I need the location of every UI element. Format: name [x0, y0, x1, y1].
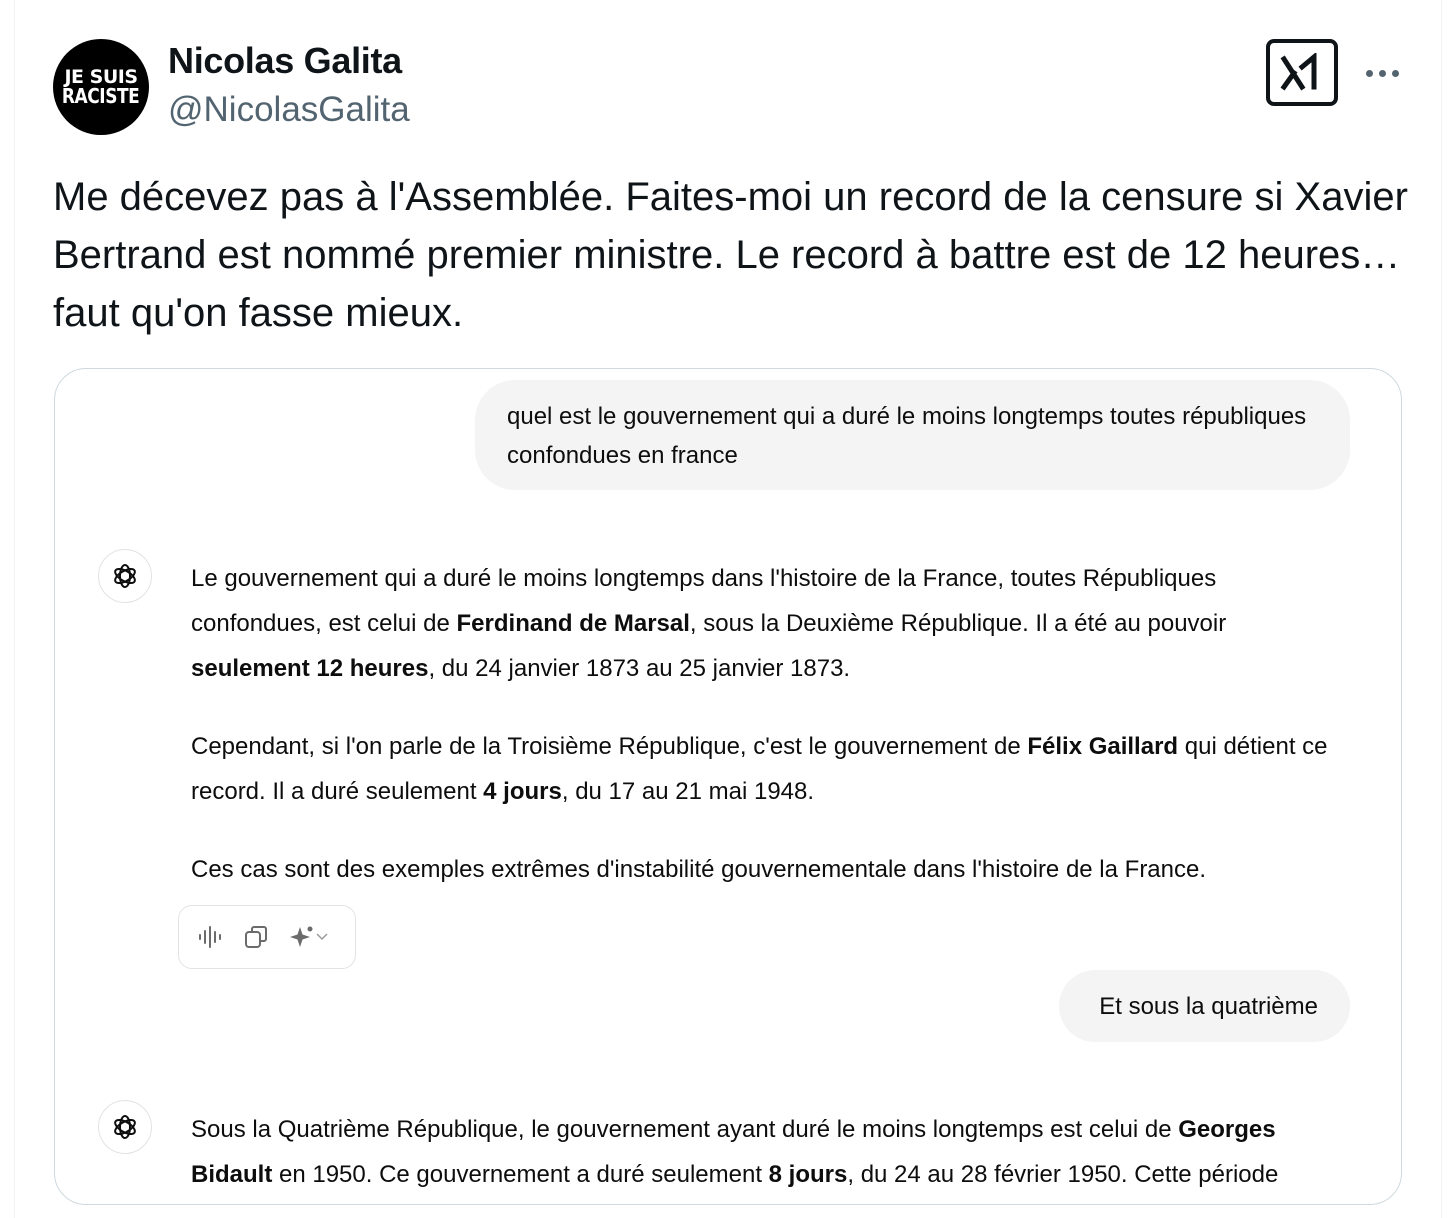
avatar-text-line1: JE SUIS — [64, 66, 138, 89]
response-text: , du 24 au 28 février 1950. Cette période — [847, 1161, 1279, 1188]
chatgpt-avatar — [98, 549, 152, 603]
response-text: , du 24 janvier 1873 au 25 janvier 1873. — [428, 655, 851, 682]
more-icon — [1366, 70, 1373, 77]
copy-button[interactable] — [243, 924, 269, 950]
user-message-bubble-2 — [1059, 970, 1350, 1042]
user-message-text-2: Et sous la quatrième — [1099, 993, 1318, 1020]
response-bold-text: Ferdinand de Marsal — [456, 610, 690, 637]
tweet-text: Me décevez pas à l'Assemblée. Faites-moi un record de la censure si Xavier Bertrand est nommé premier ministre. Le record à battre est de 12 heures… faut qu'on fasse mieux. — [53, 175, 1408, 335]
grok-button[interactable] — [1266, 39, 1338, 106]
user-message-bubble — [475, 380, 1350, 490]
response-bold-text: Félix Gaillard — [1027, 733, 1179, 760]
chatgpt-avatar-2 — [98, 1100, 152, 1154]
grok-icon — [1280, 53, 1324, 93]
response-paragraph-1 — [191, 556, 1351, 691]
more-icon-dot — [1379, 70, 1386, 77]
more-icon-dot — [1392, 70, 1399, 77]
sparkle-icon — [289, 924, 315, 950]
avatar-text-line2: RACISTE — [62, 83, 140, 108]
assistant-response-1 — [191, 556, 1351, 925]
assistant-response-2 — [191, 1107, 1351, 1205]
response-text: Le gouvernement qui a duré le moins longtemps dans l'histoire de la France, toutes Républiques confondues, est celui de — [191, 565, 1217, 637]
response-text: Sous la Quatrième République, le gouvernement ayant duré le moins longtemps est celui de — [191, 1116, 1179, 1143]
chevron-down-icon — [315, 932, 329, 942]
response-bold-text: 4 jours — [483, 778, 562, 805]
user-message-text: quel est le gouvernement qui a duré le moins longtemps toutes républiques confondues en france — [507, 403, 1307, 469]
response-paragraph-2 — [191, 724, 1351, 814]
response-text: qui détient ce record. Il a duré seulement — [191, 733, 1328, 805]
more-button[interactable] — [1362, 55, 1402, 91]
read-aloud-button[interactable] — [197, 924, 223, 950]
avatar[interactable] — [53, 39, 149, 135]
response-bold-text: 8 jours — [768, 1161, 848, 1188]
response-text: Cependant, si l'on parle de la Troisième République, c'est le gouvernement de — [191, 733, 1028, 760]
response-bold-text: Georges Bidault — [191, 1116, 1276, 1188]
response-paragraph — [191, 1107, 1351, 1197]
user-handle[interactable]: @NicolasGalita — [168, 90, 410, 129]
response-text: en 1950. Ce gouvernement a duré seulement — [272, 1161, 769, 1188]
response-text: , du 17 au 21 mai 1948. — [561, 778, 815, 805]
model-switch-button[interactable] — [289, 924, 329, 950]
read-aloud-icon — [197, 924, 223, 950]
copy-icon — [243, 924, 269, 950]
attached-image[interactable] — [54, 368, 1402, 1205]
response-text: , sous la Deuxième République. Il a été au pouvoir — [689, 610, 1227, 637]
display-name[interactable]: Nicolas Galita — [168, 40, 402, 81]
chatgpt-logo-icon — [110, 1112, 140, 1142]
message-actions — [178, 905, 356, 969]
chatgpt-logo-icon — [110, 561, 140, 591]
response-bold-text: seulement 12 heures — [191, 655, 429, 682]
response-paragraph-3: Ces cas sont des exemples extrêmes d'instabilité gouvernementale dans l'histoire de la France. — [191, 856, 1207, 883]
